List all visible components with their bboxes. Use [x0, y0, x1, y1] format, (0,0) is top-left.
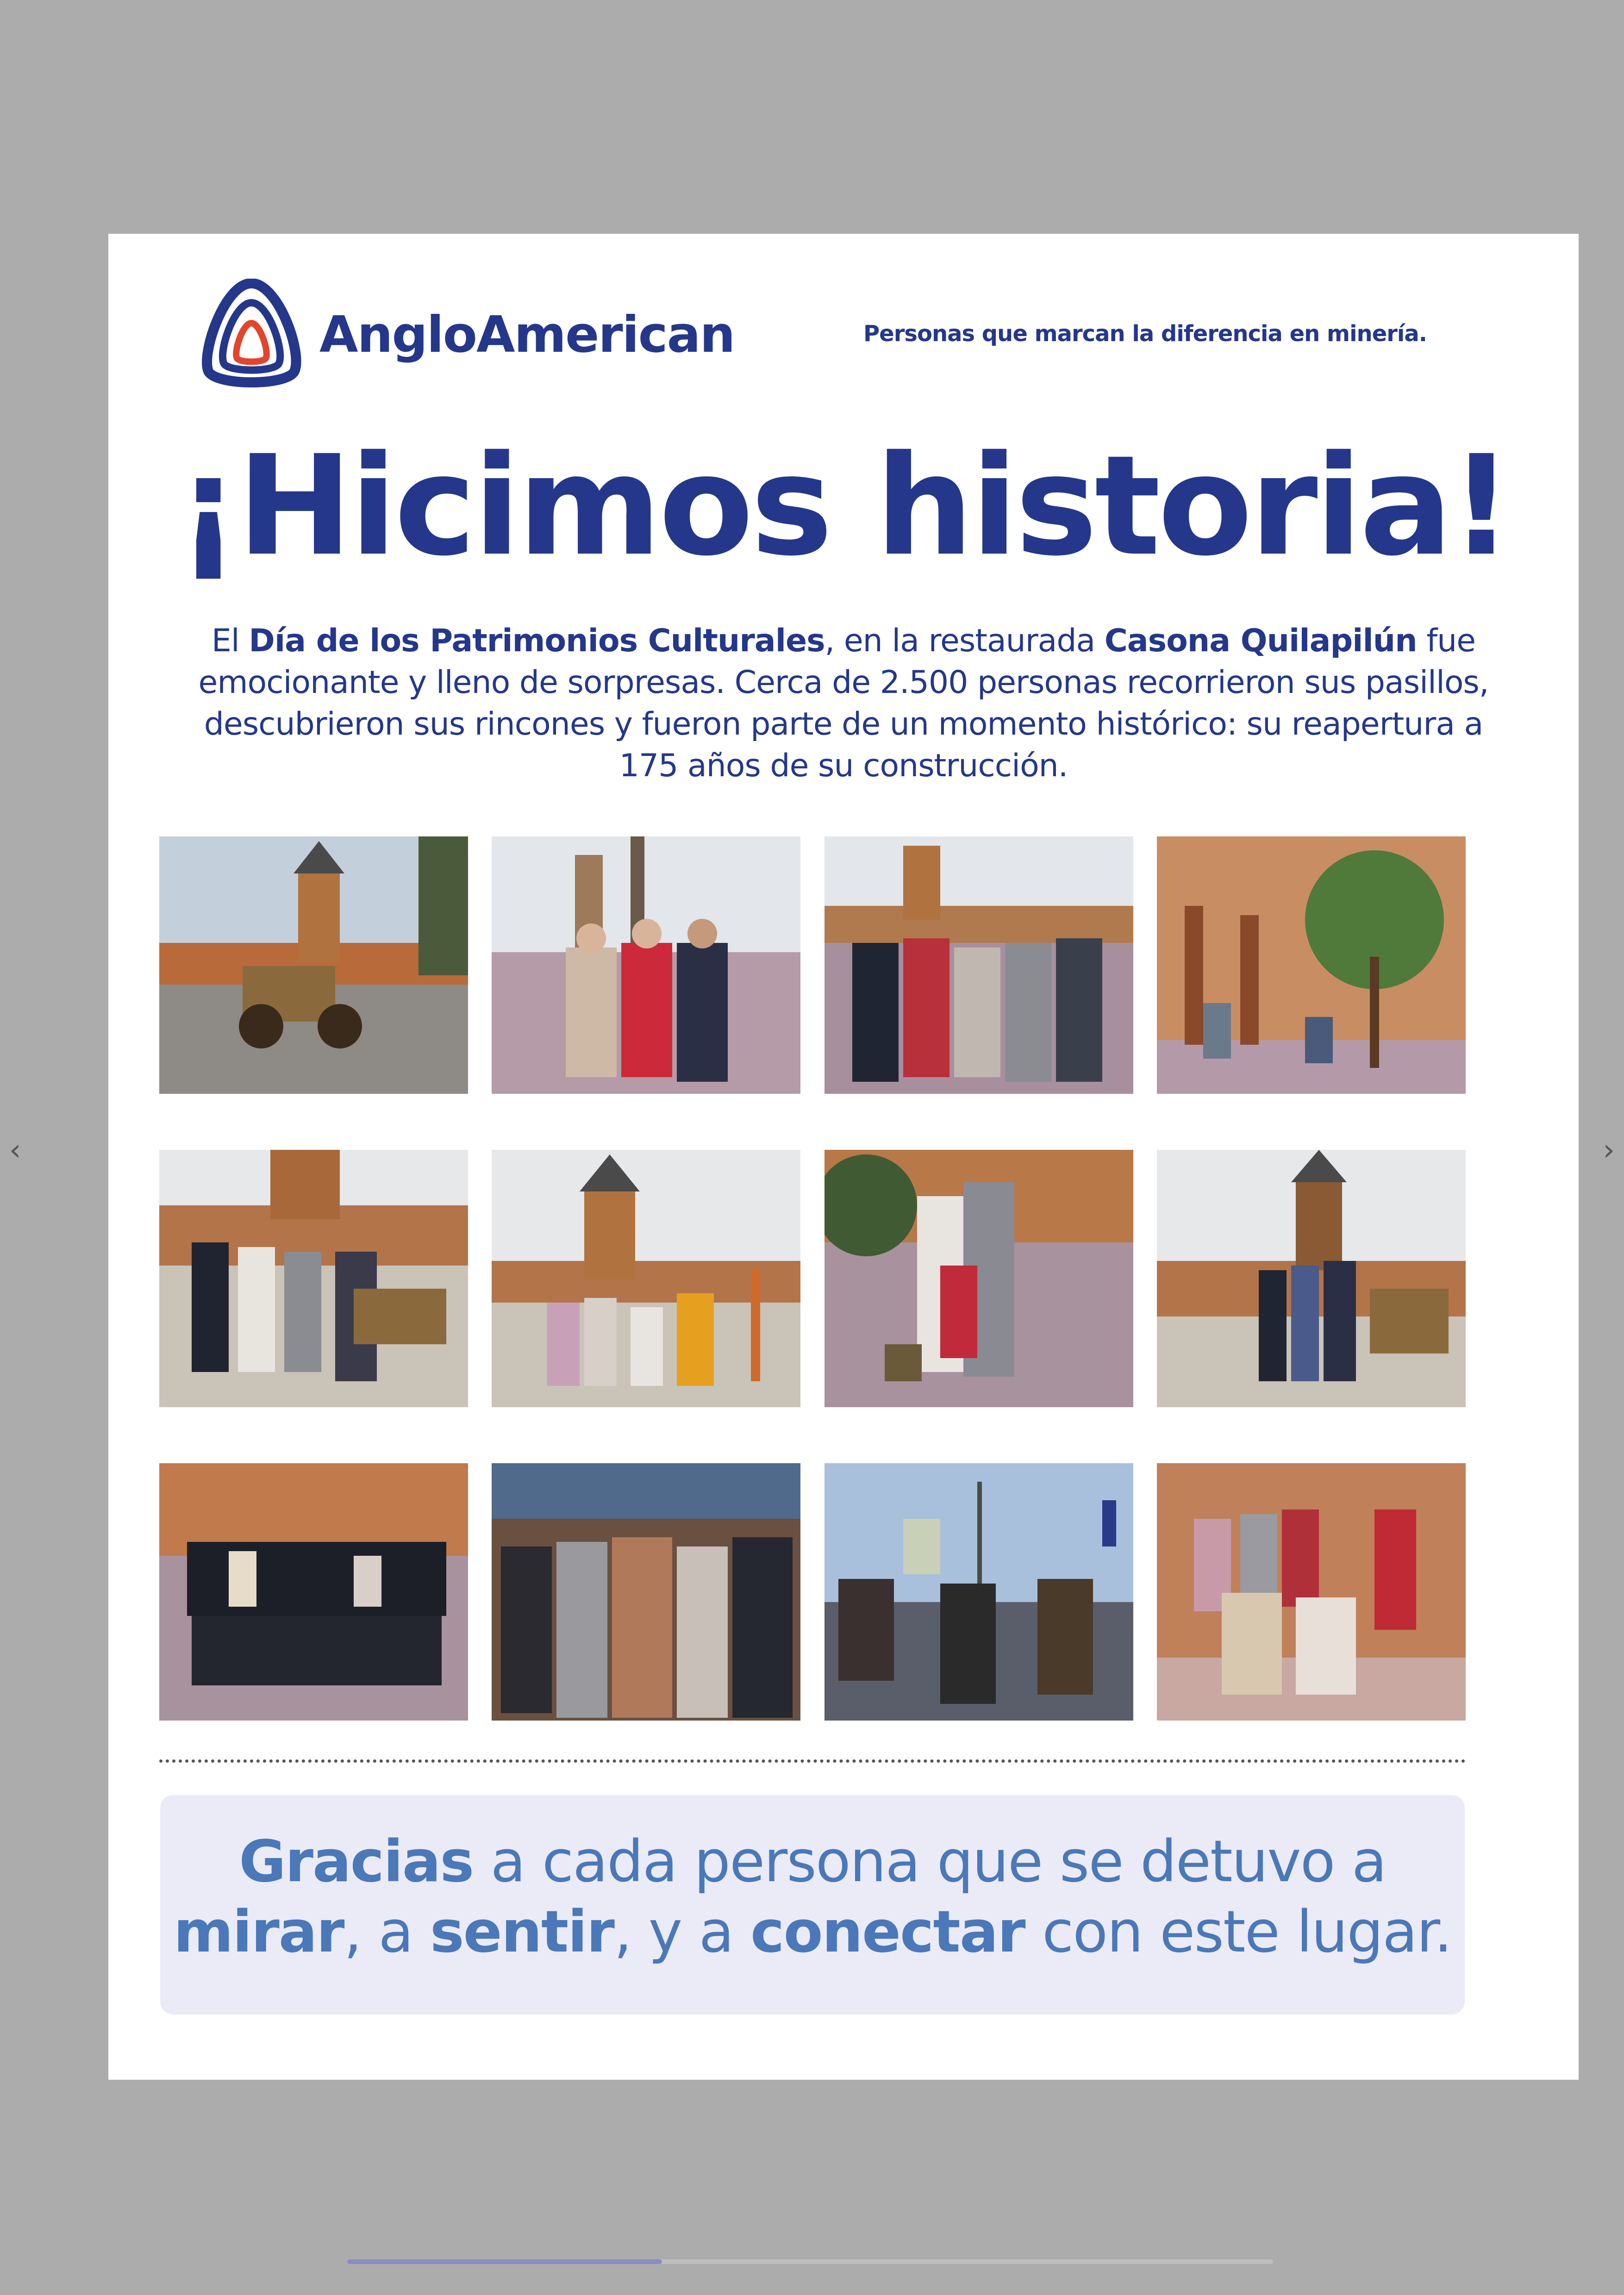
intro-text: El	[211, 623, 249, 659]
document-page	[108, 234, 1579, 2080]
photo-team-group	[159, 1463, 468, 1721]
thanks-panel	[160, 1795, 1465, 2014]
intro-event-name: Día de los Patrimonios Culturales	[249, 623, 825, 659]
photo-courtyard-tree	[1157, 836, 1466, 1094]
tagline: Personas que marcan la diferencia en minería.	[863, 321, 1427, 347]
photo-three-visitors	[492, 836, 800, 1094]
chevron-right-icon[interactable]: ›	[1603, 1133, 1615, 1167]
thanks-text: con este lugar.	[1024, 1899, 1452, 1965]
photo-family-five	[824, 836, 1133, 1094]
photo-riders-flags	[824, 1463, 1133, 1721]
thanks-emphasis: sentir	[430, 1899, 614, 1965]
thanks-emphasis: Gracias	[239, 1828, 474, 1895]
page-progress-bar[interactable]	[347, 2259, 1273, 2264]
intro-text: , en la restaurada	[824, 623, 1105, 659]
thanks-text: , a	[344, 1899, 430, 1965]
thanks-emphasis: mirar	[173, 1899, 344, 1965]
chevron-left-icon[interactable]: ‹	[9, 1133, 21, 1167]
thanks-message	[160, 1827, 1465, 1967]
dotted-divider	[159, 1759, 1466, 1763]
thanks-text: , y a	[613, 1899, 750, 1965]
anglo-american-logo-icon	[197, 279, 306, 391]
photo-group-tower	[492, 1150, 800, 1407]
photo-group-hay	[1157, 1150, 1466, 1407]
photo-family-dog	[824, 1150, 1133, 1407]
brand-logo	[197, 279, 734, 391]
thanks-emphasis: conectar	[750, 1899, 1025, 1965]
logo-text: AngloAmerican	[319, 306, 735, 364]
photo-poncho-group	[492, 1463, 800, 1721]
photo-grid	[159, 836, 1466, 1721]
page-progress-fill	[347, 2259, 662, 2264]
photo-group-cart	[159, 1150, 468, 1407]
thanks-text: a cada persona que se detuvo a	[473, 1828, 1386, 1895]
intro-text: fue emocionante y lleno de sorpresas. Cerca de 2.500 personas recorrieron sus pasillos, descubrieron sus rincones y fueron parte de un momento histórico: su reapertura a 175 años de su construcción.	[198, 623, 1489, 784]
intro-venue-name: Casona Quilapilún	[1104, 623, 1417, 659]
intro-paragraph	[196, 620, 1491, 787]
photo-seated-elders	[1157, 1463, 1466, 1721]
photo-tower-cart	[159, 836, 468, 1094]
page-title: ¡Hicimos historia!	[177, 426, 1510, 586]
